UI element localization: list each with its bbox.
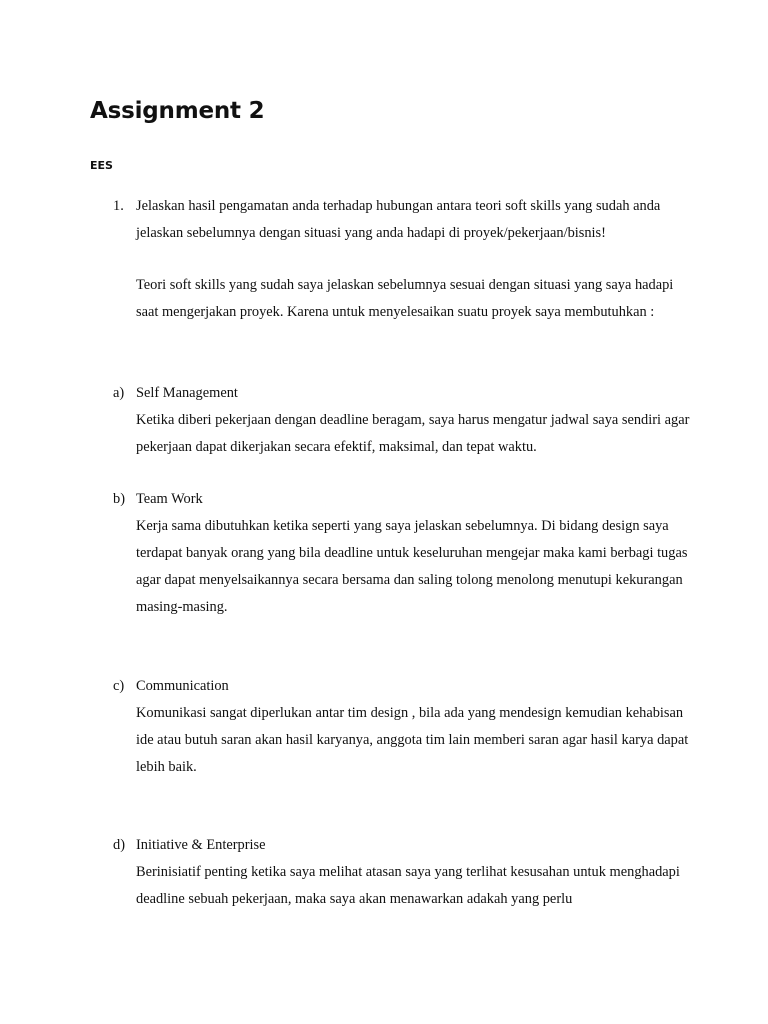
- item-heading: Team Work: [136, 491, 203, 507]
- item-heading: Self Management: [136, 385, 238, 401]
- document-title: Assignment 2: [90, 98, 265, 124]
- item-text: Ketika diberi pekerjaan dengan deadline beragam, saya harus mengatur jadwal saya sendiri agar pekerjaan dapat dikerjakan secara efektif, maksimal, dan tepat waktu.: [136, 412, 690, 455]
- item-heading: Initiative & Enterprise: [136, 837, 266, 853]
- question-number: 1.: [113, 198, 124, 214]
- item-marker: c): [113, 678, 125, 694]
- item-marker: a): [113, 385, 125, 401]
- question-text: Jelaskan hasil pengamatan anda terhadap hubungan antara teori soft skills yang sudah anda jelaskan sebelumnya dengan situasi yang anda hadapi di proyek/pekerjaan/bisnis!: [136, 198, 661, 241]
- item-marker: d): [113, 837, 125, 853]
- item-text: Berinisiatif penting ketika saya melihat atasan saya yang terlihat kesusahan untuk menghadapi deadline sebuah pekerjaan, maka saya akan menawarkan adakah yang perlu: [136, 864, 680, 907]
- item-text: Komunikasi sangat diperlukan antar tim design , bila ada yang mendesign kemudian kehabisan ide atau butuh saran akan hasil karyanya, anggota tim lain memberi saran agar hasil karya dapat lebih baik.: [136, 705, 689, 775]
- item-marker: b): [113, 491, 125, 507]
- item-heading: Communication: [136, 678, 229, 694]
- item-text: Kerja sama dibutuhkan ketika seperti yang saya jelaskan sebelumnya. Di bidang design saya terdapat banyak orang yang bila deadline untuk keseluruhan mengejar maka kami berbagi tugas agar dapat menyelsaikannya secara bersama dan saling tolong menolong menutupi kekurangan masing-masing.: [136, 518, 688, 615]
- document-subtitle: EES: [90, 159, 113, 172]
- answer-intro: Teori soft skills yang sudah saya jelaskan sebelumnya sesuai dengan situasi yang saya hadapi saat mengerjakan proyek. Karena untuk menyelesaikan suatu proyek saya membutuhkan :: [136, 277, 674, 320]
